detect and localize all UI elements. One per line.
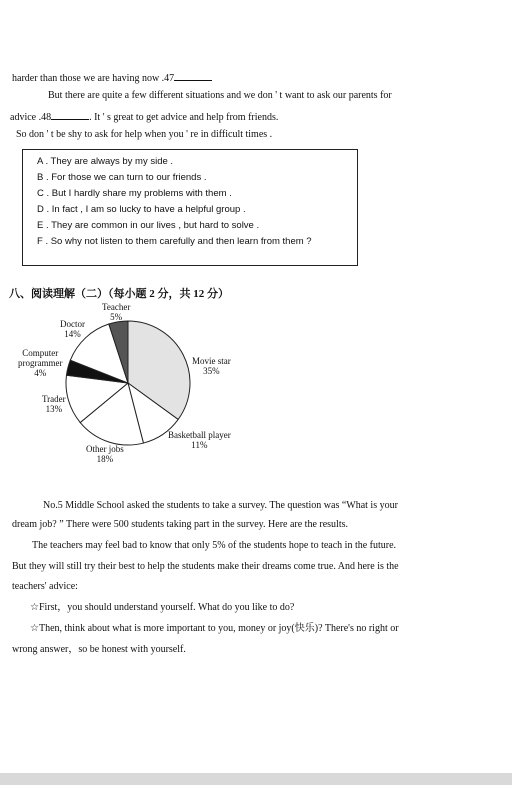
label-movie-star	[192, 356, 231, 376]
label-doctor	[60, 319, 85, 339]
passage-line-4: So don ' t be shy to ask for help when you ' re in difficult times .	[16, 129, 273, 140]
label-trader-name: Trader	[42, 394, 66, 404]
option-f: F . So why not listen to them carefully and then learn from them ?	[37, 236, 312, 247]
label-other-jobs-pct: 18%	[96, 454, 114, 464]
label-other-jobs	[86, 444, 124, 464]
option-e: E . They are common in our lives , but hard to solve .	[37, 220, 260, 231]
option-c: C . But I hardly share my problems with them .	[37, 188, 232, 199]
label-computer-pct: 4%	[34, 368, 47, 378]
label-computer-line2: programmer	[18, 358, 63, 368]
label-other-jobs-name: Other jobs	[86, 444, 124, 454]
passage-line-3-suffix: . It ' s great to get advice and help from friends.	[89, 112, 279, 123]
option-b: B . For those we can turn to our friends .	[37, 172, 207, 183]
label-trader-pct: 13%	[45, 404, 63, 414]
passage-line-3-prefix: advice .48	[10, 112, 52, 123]
label-basketball-player	[168, 430, 231, 450]
bottom-scroll-bar[interactable]	[0, 773, 512, 785]
passage-line-2: But there are quite a few different situations and we don ' t want to ask our parents for	[48, 90, 392, 101]
label-basketball-name: Basketball player	[168, 430, 231, 440]
passage-p4-line-1: ☆Then, think about what is more important to you, money or joy(快乐)? There's no right or	[30, 623, 399, 634]
label-trader	[42, 394, 66, 414]
passage-p2-line-2: But they will still try their best to help the students make their dreams come true. And here is the	[12, 561, 399, 572]
label-computer-programmer	[18, 348, 62, 378]
passage-p3: ☆First，you should understand yourself. What do you like to do?	[30, 602, 295, 613]
section-title: 八、阅读理解（二）（每小题 2 分，共 12 分）	[9, 288, 229, 300]
label-movie-star-name: Movie star	[192, 356, 231, 366]
passage-line-1-text: harder than those we are having now .47	[12, 73, 175, 84]
passage-p1-line-2: dream job? ” There were 500 students taking part in the survey. Here are the results.	[12, 519, 348, 530]
option-a: A . They are always by my side .	[37, 156, 174, 167]
passage-p1-line-1: No.5 Middle School asked the students to take a survey. The question was “What is your	[43, 500, 398, 511]
label-basketball-pct: 11%	[191, 440, 208, 450]
label-computer-line1: Computer	[22, 348, 59, 358]
option-d: D . In fact , I am so lucky to have a helpful group .	[37, 204, 246, 215]
passage-p4-line-2: wrong answer，so be honest with yourself.	[12, 644, 186, 655]
passage-p2-line-1: The teachers may feel bad to know that only 5% of the students hope to teach in the future.	[32, 540, 397, 551]
label-teacher-pct: 5%	[110, 312, 123, 322]
label-movie-star-pct: 35%	[203, 366, 220, 376]
label-doctor-pct: 14%	[64, 329, 81, 339]
label-teacher	[102, 302, 130, 322]
label-doctor-name: Doctor	[60, 319, 85, 329]
label-teacher-name: Teacher	[102, 302, 131, 312]
passage-p2-line-3: teachers' advice:	[12, 581, 78, 592]
